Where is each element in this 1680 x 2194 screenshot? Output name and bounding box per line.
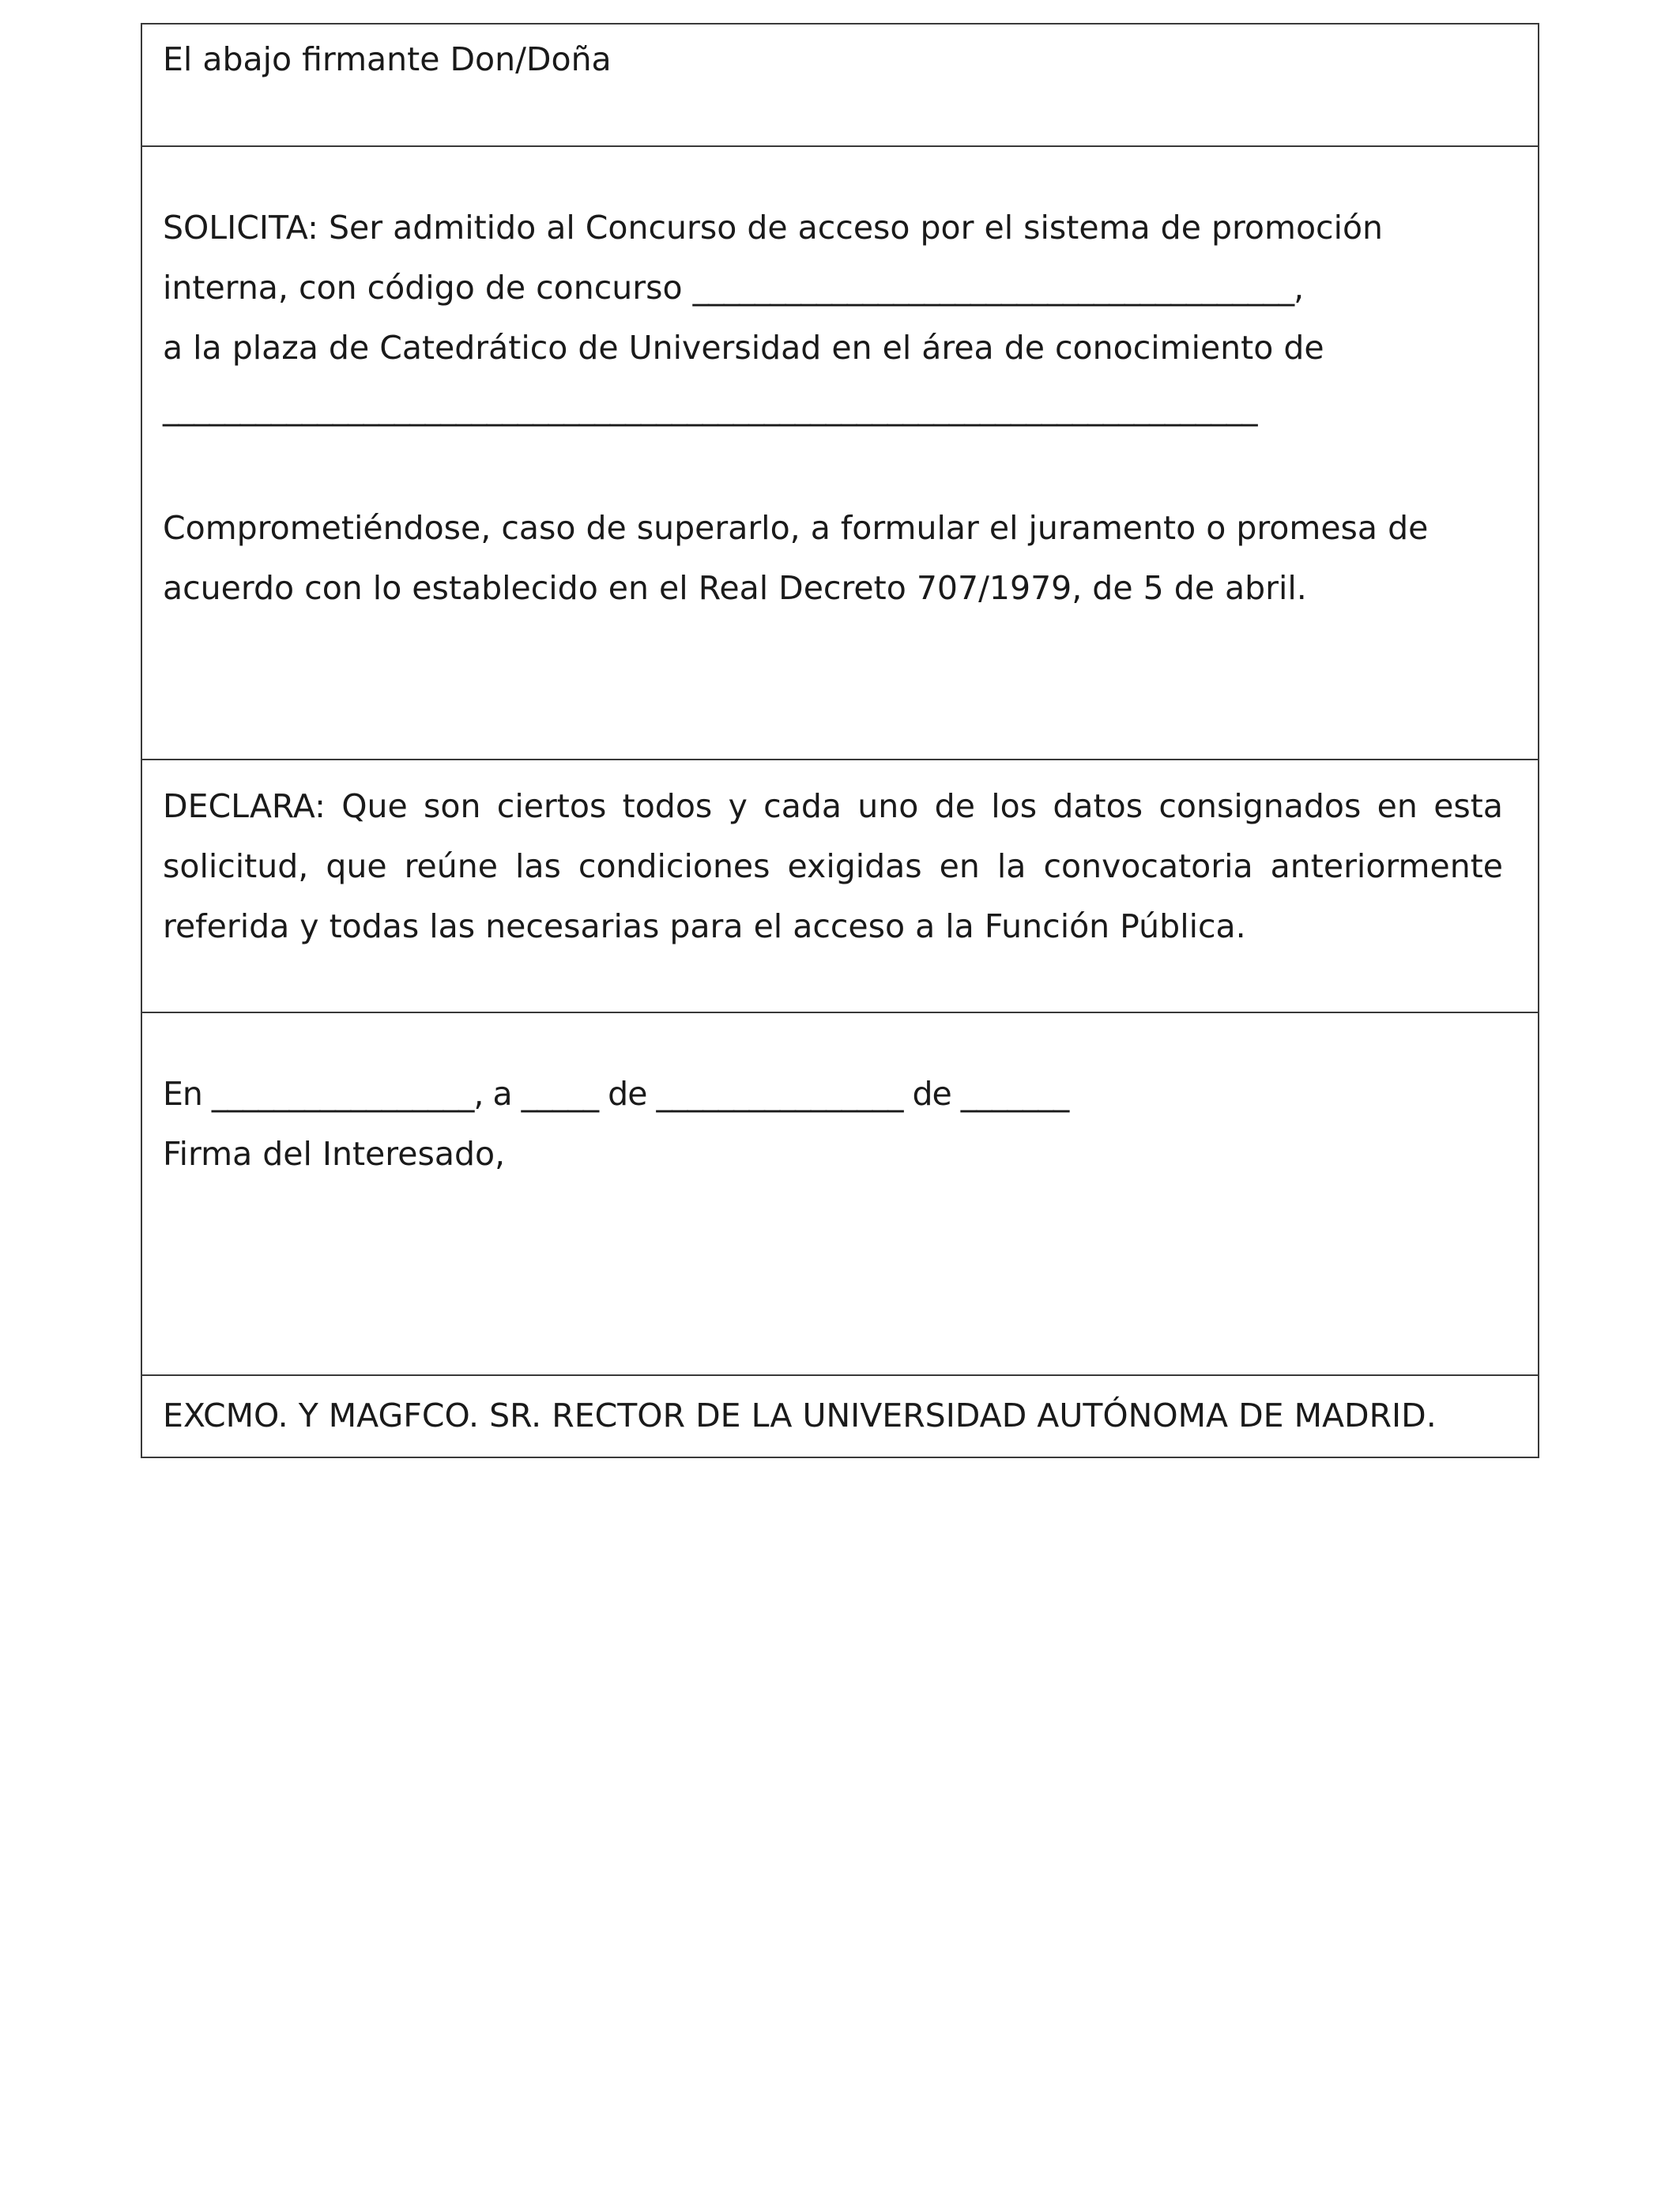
- commitment-line-2: acuerdo con lo establecido en el Real Decreto 707/1979, de 5 de abril.: [163, 569, 1307, 607]
- applicant-name-field[interactable]: [142, 25, 1538, 147]
- request-line-3: a la plaza de Catedrático de Universidad en el área de conocimiento de: [163, 329, 1324, 367]
- spacer: [163, 438, 1503, 498]
- addressee-text: EXCMO. Y MAGFCO. SR. RECTOR DE LA UNIVERSIDAD AUTÓNOMA DE MADRID.: [163, 1397, 1437, 1434]
- declaration-text: DECLARA: Que son ciertos todos y cada uno de los datos consignados en esta solicitud, que reúne las condiciones exigidas en la convocatoria anteriormente referida y todas las necesarias para el acceso a la Función Pública.: [163, 787, 1503, 945]
- signature-section[interactable]: [142, 1013, 1538, 1376]
- place-date-line[interactable]: En _________________, a _____ de ________________ de _______: [163, 1075, 1069, 1113]
- request-line-2: [163, 258, 1503, 318]
- request-line-2-prefix: interna, con código de concurso: [163, 269, 693, 307]
- application-form: [141, 23, 1539, 1458]
- contest-code-blank[interactable]: _______________________________________,: [692, 269, 1304, 307]
- knowledge-area-blank[interactable]: _______________________________________________________________________: [163, 389, 1257, 427]
- request-section: [142, 147, 1538, 760]
- request-line-1: SOLICITA: Ser admitido al Concurso de acceso por el sistema de promoción: [163, 209, 1384, 247]
- applicant-label: El abajo firmante Don/Doña: [163, 40, 612, 78]
- signature-label: Firma del Interesado,: [163, 1135, 506, 1173]
- commitment-line-1: Comprometiéndose, caso de superarlo, a formular el juramento o promesa de: [163, 509, 1429, 547]
- addressee-section: [142, 1376, 1538, 1457]
- declaration-section: [142, 760, 1538, 1013]
